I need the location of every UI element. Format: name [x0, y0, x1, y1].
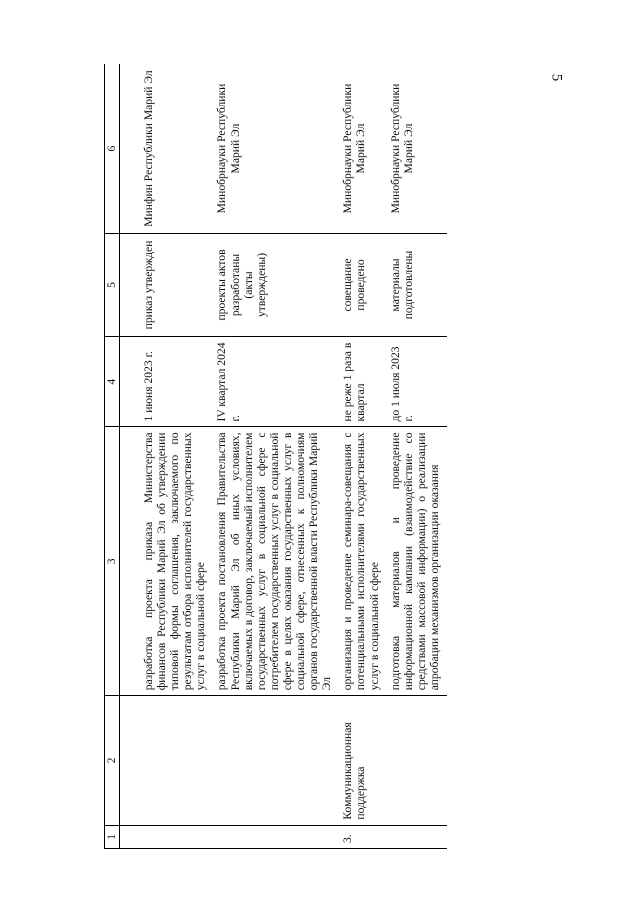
row-result: проекты актов разработаны (акты утверждены) [213, 234, 339, 337]
row-action: разработка проекта приказа Министерства финансов Республики Марий Эл об утверждении типовой формы соглашения, заключаемого по результатам отбора исполнителей государственных услуг в социальной сфере [120, 427, 214, 696]
row-name [387, 696, 447, 825]
header-col-2: 2 [105, 696, 120, 825]
header-col-3: 3 [105, 427, 120, 696]
rotated-table-page [104, 64, 520, 849]
row-number [120, 825, 214, 848]
table-row [213, 64, 339, 849]
row-result: материалы подготовлены [387, 234, 447, 337]
table-row [120, 64, 214, 849]
row-deadline: IV квартал 2024 г. [213, 336, 339, 427]
row-responsible: Минфин Республики Марий Эл [120, 64, 214, 234]
row-deadline: до 1 июля 2023 г. [387, 336, 447, 427]
page-number: 5 [548, 73, 565, 82]
row-result: приказ утвержден [120, 234, 214, 337]
table-row [339, 64, 386, 849]
row-responsible: Минобрнауки Республики Марий Эл [339, 64, 386, 234]
header-col-4: 4 [105, 336, 120, 427]
table-row [387, 64, 447, 849]
row-name: Коммуникационная поддержка [339, 696, 386, 825]
row-deadline: 1 июня 2023 г. [120, 336, 214, 427]
row-action: подготовка материалов и проведение информационной кампании (взаимодействие со средствами массовой информации) о реализации апробации механизмов организации оказания [387, 427, 447, 696]
row-number [213, 825, 339, 848]
header-col-6: 6 [105, 64, 120, 234]
header-col-5: 5 [105, 234, 120, 337]
header-row [105, 64, 120, 849]
row-action: организация и проведение семинара-совещания с потенциальными исполнителями государственных услуг в социальной сфере [339, 427, 386, 696]
plan-table [104, 64, 447, 849]
row-result: совещание проведено [339, 234, 386, 337]
row-action: разработка проекта постановления Правительства Республики Марий Эл об иных условиях, включаемых в договор, заключаемый исполнителем государственных услуг в социальной сфере с потребителем государственных услуг в социальной сфере в целях оказания государственных услуг в социальной сфере, отнесенных к полномочиям органов государственной власти Республики Марий Эл [213, 427, 339, 696]
row-name [213, 696, 339, 825]
row-number [387, 825, 447, 848]
row-responsible: Минобрнауки Республики Марий Эл [213, 64, 339, 234]
row-deadline: не реже 1 раза в квартал [339, 336, 386, 427]
row-number: 3. [339, 825, 386, 848]
row-responsible: Минобрнауки Республики Марий Эл [387, 64, 447, 234]
header-col-1: 1 [105, 825, 120, 848]
row-name [120, 696, 214, 825]
